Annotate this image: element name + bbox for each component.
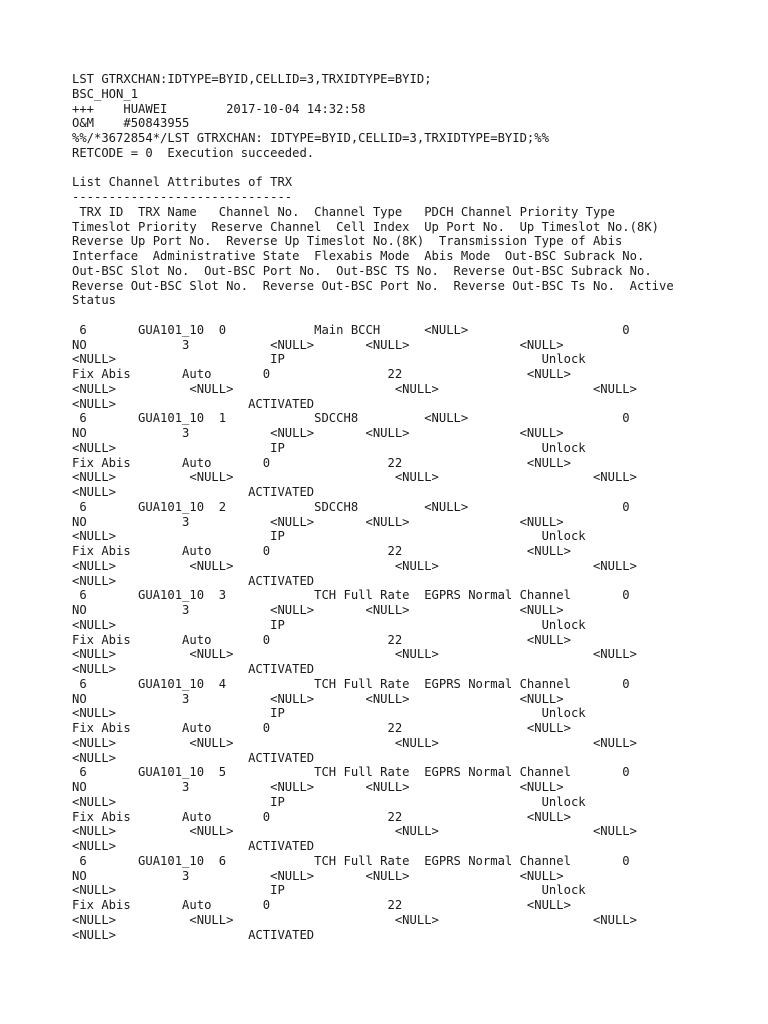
vendor-timestamp: +++ HUAWEI 2017-10-04 14:32:58 [72,101,366,116]
record-line: NO 3 <NULL> <NULL> <NULL> [72,514,564,529]
channel-record [72,323,674,412]
record-line: <NULL> ACTIVATED [72,396,315,411]
record-line: <NULL> ACTIVATED [72,662,315,676]
column-header-line: Reverse Out-BSC Slot No. Reverse Out-BSC Port No. Reverse Out-BSC Ts No. Active [72,278,674,293]
record-line: 6 GUA101_10 6 TCH Full Rate EGPRS Normal Channel 0 [72,853,630,868]
column-header-line: Timeslot Priority Reserve Channel Cell Index Up Port No. Up Timeslot No.(8K) [72,219,659,234]
record-line: <NULL> IP Unlock [72,352,586,367]
record-line: Fix Abis Auto 0 22 <NULL> [72,721,571,735]
record-line: <NULL> <NULL> <NULL> <NULL> [72,824,637,839]
channel-record [72,411,674,500]
channel-record [72,588,674,677]
record-line: 6 GUA101_10 4 TCH Full Rate EGPRS Normal Channel 0 [72,676,630,691]
record-line: <NULL> ACTIVATED [72,573,315,588]
bsc-name: BSC_HON_1 [72,86,139,101]
record-line: <NULL> IP Unlock [72,440,586,455]
om-serial: O&M #50843955 [72,116,190,131]
blank-line [72,308,674,323]
record-line: Fix Abis Auto 0 22 <NULL> [72,455,571,470]
record-line: Fix Abis Auto 0 22 <NULL> [72,367,571,381]
record-line: Fix Abis Auto 0 22 <NULL> [72,898,571,912]
record-line: NO 3 <NULL> <NULL> <NULL> [72,426,564,440]
record-line: <NULL> IP Unlock [72,706,586,721]
record-line: 6 GUA101_10 3 TCH Full Rate EGPRS Normal Channel 0 [72,588,630,603]
record-line: <NULL> IP Unlock [72,529,586,544]
record-line: <NULL> <NULL> <NULL> <NULL> [72,470,637,485]
column-header-line: Reverse Up Port No. Reverse Up Timeslot No.(8K) Transmission Type of Abis [72,234,623,249]
record-line: <NULL> ACTIVATED [72,485,315,499]
record-line: <NULL> <NULL> <NULL> <NULL> [72,558,637,573]
command-header [72,72,674,205]
record-line: NO 3 <NULL> <NULL> <NULL> [72,868,564,883]
record-line: NO 3 <NULL> <NULL> <NULL> [72,691,564,706]
record-line: NO 3 <NULL> <NULL> <NULL> [72,603,564,617]
record-line: <NULL> ACTIVATED [72,839,315,853]
terminal-output [72,72,674,942]
column-header-line: Out-BSC Slot No. Out-BSC Port No. Out-BSC TS No. Reverse Out-BSC Subrack No. [72,263,652,278]
return-code: RETCODE = 0 Execution succeeded. [72,145,315,160]
record-line: Fix Abis Auto 0 22 <NULL> [72,809,571,824]
record-line: 6 GUA101_10 2 SDCCH8 <NULL> 0 [72,499,630,514]
channel-records [72,323,674,943]
record-line: <NULL> ACTIVATED [72,750,315,765]
record-line: <NULL> <NULL> <NULL> <NULL> [72,647,637,662]
record-line: NO 3 <NULL> <NULL> <NULL> [72,337,564,352]
record-line: <NULL> IP Unlock [72,617,586,632]
record-line: <NULL> <NULL> <NULL> <NULL> [72,735,637,750]
echoed-command: %%/*3672854*/LST GTRXCHAN: IDTYPE=BYID,CELLID=3,TRXIDTYPE=BYID;%% [72,131,549,145]
record-line: <NULL> IP Unlock [72,883,586,898]
record-line: <NULL> ACTIVATED [72,927,315,942]
column-header-line: TRX ID TRX Name Channel No. Channel Type PDCH Channel Priority Type [72,204,615,219]
column-headers [72,205,674,323]
column-header-line: Status [72,293,117,308]
channel-record [72,854,674,943]
record-line: 6 GUA101_10 1 SDCCH8 <NULL> 0 [72,411,630,426]
command-line: LST GTRXCHAN:IDTYPE=BYID,CELLID=3,TRXIDTYPE=BYID; [72,72,432,86]
channel-record [72,500,674,589]
channel-record [72,677,674,766]
record-line: Fix Abis Auto 0 22 <NULL> [72,632,571,647]
record-line: NO 3 <NULL> <NULL> <NULL> [72,780,564,794]
record-line: <NULL> IP Unlock [72,794,586,809]
column-header-line: Interface Administrative State Flexabis Mode Abis Mode Out-BSC Subrack No. [72,249,645,263]
record-line: <NULL> <NULL> <NULL> <NULL> [72,912,637,927]
record-line: Fix Abis Auto 0 22 <NULL> [72,544,571,558]
report-title: List Channel Attributes of TRX [72,175,293,190]
record-line: <NULL> <NULL> <NULL> <NULL> [72,381,637,396]
record-line: 6 GUA101_10 5 TCH Full Rate EGPRS Normal Channel 0 [72,765,630,780]
channel-record [72,765,674,854]
title-underline: ------------------------------ [72,190,293,204]
record-line: 6 GUA101_10 0 Main BCCH <NULL> 0 [72,322,630,337]
blank-line [72,161,674,176]
